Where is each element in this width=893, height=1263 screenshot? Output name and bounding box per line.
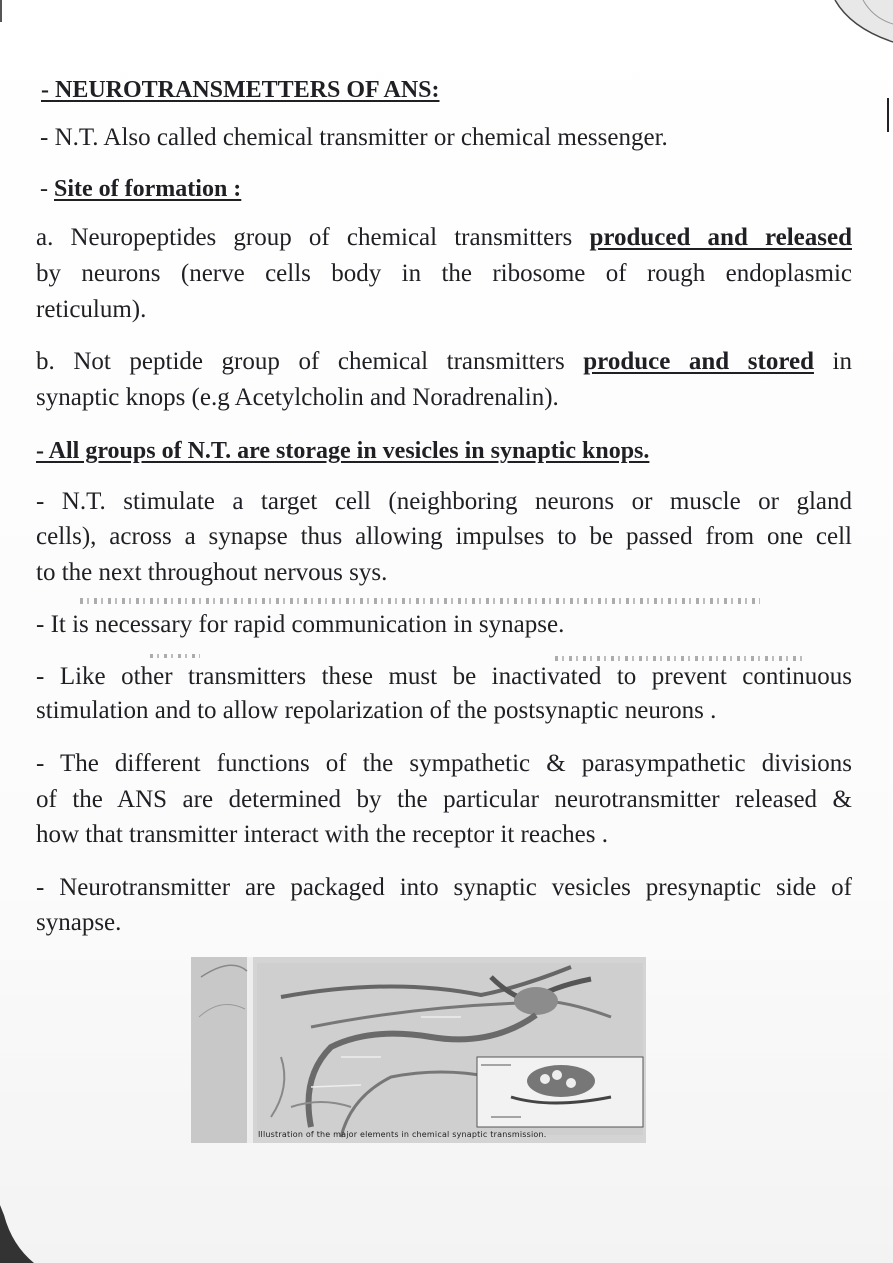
page-title: - NEUROTRANSMETTERS OF ANS: [41, 77, 440, 103]
site-heading [40, 172, 241, 206]
para-b-line-2: synaptic knops (e.g Acetylcholin and Noradrenalin). [36, 384, 559, 411]
inactivate-line-1: - Like other transmitters these must be inactivated to prevent continuous [36, 663, 852, 690]
page-edge-mark [887, 98, 889, 132]
site-heading-text: Site of formation : [54, 176, 242, 202]
para-a-line-3: reticulum). [36, 296, 147, 323]
functions-line-1: - The different functions of the sympathetic & parasympathetic divisions [36, 750, 852, 777]
necessary-line: - It is necessary for rapid communication in synapse. [36, 611, 565, 638]
packaged-line-2: synapse. [36, 909, 122, 936]
stimulate-line-2: cells), across a synapse thus allowing impulses to be passed from one cell [36, 523, 852, 550]
functions-line-3: how that transmitter interact with the receptor it reaches . [36, 821, 608, 848]
para-a-line-2: by neurons (nerve cells body in the ribosome of rough endoplasmic [36, 260, 852, 287]
para-b-tail: in [832, 348, 852, 375]
para-a-line-1 [36, 221, 852, 255]
scan-noise [80, 598, 760, 604]
para-b-line-1 [36, 345, 852, 379]
functions-line-2: of the ANS are determined by the particular neurotransmitter released & [36, 786, 852, 813]
packaged-line-1: - Neurotransmitter are packaged into synaptic vesicles presynaptic side of [36, 874, 852, 901]
page-corner-shadow [0, 1205, 40, 1263]
storage-heading: - All groups of N.T. are storage in vesicles in synaptic knops. [36, 438, 650, 464]
para-b-lead: b. Not peptide group of chemical transmitters [36, 348, 565, 375]
para-a-lead: a. Neuropeptides group of chemical transmitters [36, 224, 573, 251]
scan-noise [150, 654, 200, 658]
site-heading-prefix: - [40, 176, 54, 202]
neuron-illustration-icon [191, 957, 646, 1143]
stimulate-line-3: to the next throughout nervous sys. [36, 559, 388, 586]
stimulate-line-1: - N.T. stimulate a target cell (neighboring neurons or muscle or gland [36, 488, 852, 515]
page-edge-mark [0, 0, 2, 22]
para-a-emphasis: produced and released [589, 224, 853, 251]
inactivate-line-2: stimulation and to allow repolarization of the postsynaptic neurons . [36, 697, 717, 724]
figure-caption: Illustration of the major elements in chemical synaptic transmission. [258, 1130, 547, 1139]
page-corner-fold [833, 0, 893, 62]
synapse-figure [191, 957, 646, 1143]
para-b-emphasis: produce and stored [583, 348, 814, 375]
intro-line: - N.T. Also called chemical transmitter or chemical messenger. [40, 124, 668, 151]
